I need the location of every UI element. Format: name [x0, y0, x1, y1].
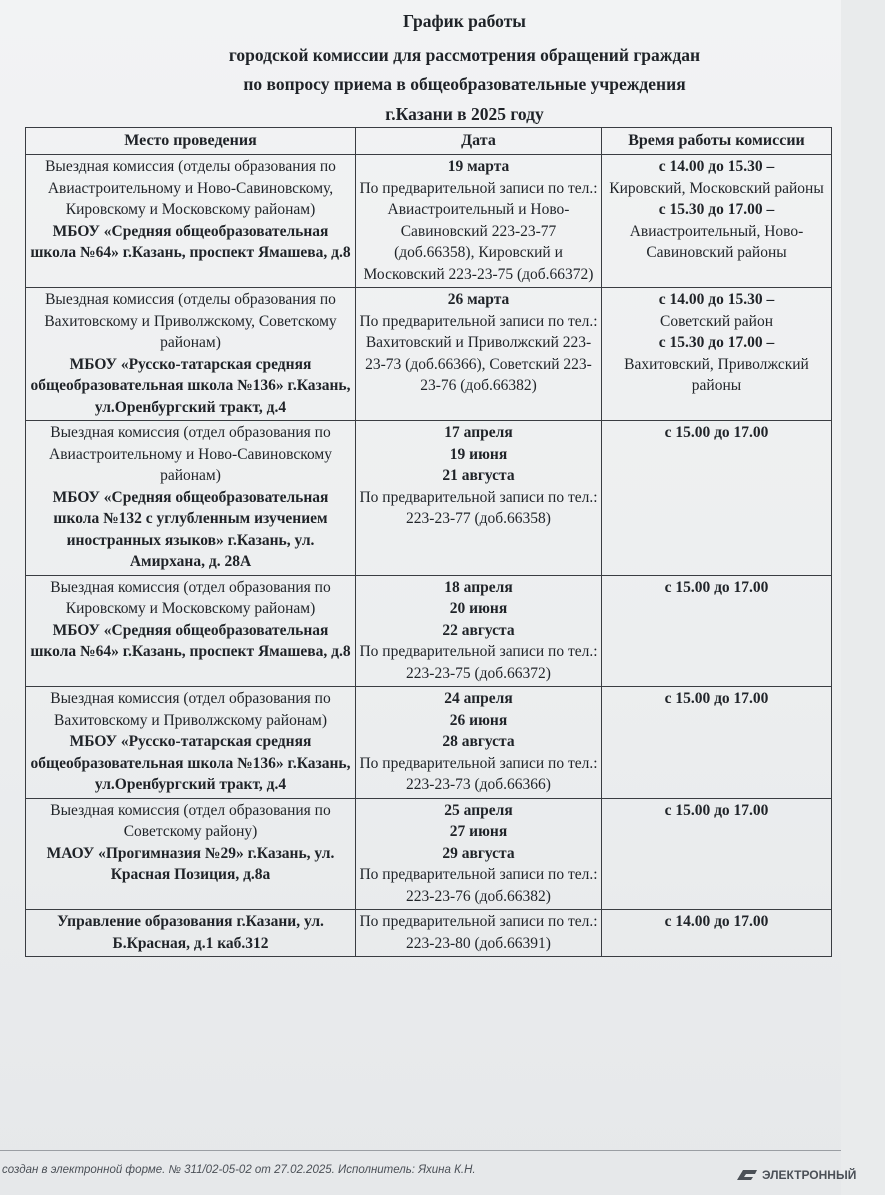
schedule-table — [25, 127, 832, 957]
place-cell — [26, 288, 356, 421]
session-date: 22 августа — [442, 621, 515, 639]
title-line-1: График работы — [403, 11, 526, 31]
date-cell — [356, 421, 602, 576]
registration-info: По предварительной записи по тел.: 223-23-76 (доб.66382) — [359, 866, 598, 905]
school-address: МАОУ «Прогимназия №29» г.Казань, ул. Красная Позиция, д.8а — [46, 844, 335, 883]
registration-info: По предварительной записи по тел.: 223-23-80 (доб.66391) — [359, 913, 598, 952]
time-cell — [602, 687, 832, 799]
time-range: с 14.00 до 15.30 – — [658, 158, 775, 175]
footer-divider — [0, 1150, 841, 1151]
time-cell — [602, 288, 832, 421]
registration-info: По предварительной записи по тел.: Вахитовский и Приволжский 223-23-73 (доб.66366), Советский 223-23-76 (доб.66382) — [359, 312, 598, 394]
place-cell — [26, 910, 356, 957]
footer-note: создан в электронной форме. № 311/02-05-02 от 27.02.2025. Исполнитель: Яхина К.Н. — [2, 1164, 476, 1176]
date-cell — [356, 687, 602, 799]
time-cell — [602, 910, 832, 957]
logo-text: ЭЛЕКТРОННЫЙ — [762, 1168, 857, 1182]
header-place: Место проведения — [26, 128, 356, 155]
header-time: Время работы комиссии — [602, 128, 832, 155]
registration-info: По предварительной записи по тел.: Авиастроительный и Ново-Савиновский 223-23-77 (доб.66358), Кировский и Московский 223-23-75 (доб.66372) — [359, 179, 598, 283]
registration-info: По предварительной записи по тел.: 223-23-73 (доб.66366) — [359, 754, 598, 793]
district-list: Авиастроительный, Ново-Савиновский районы — [629, 222, 804, 261]
table-row — [26, 687, 832, 799]
district-list: Кировский, Московский районы — [609, 179, 824, 197]
place-description: Выездная комиссия (отдел образования по Кировскому и Московскому районам) — [50, 578, 331, 617]
registration-info: По предварительной записи по тел.: 223-23-75 (доб.66372) — [359, 643, 598, 682]
place-description: Выездная комиссия (отделы образования по Авиастроительному и Ново-Савиновскому, Кировскому и Московскому районам) — [45, 158, 336, 218]
schedule-rows — [26, 155, 832, 957]
table-row — [26, 288, 832, 421]
place-description: Выездная комиссия (отдел образования по Советскому району) — [50, 801, 331, 840]
school-address: Управление образования г.Казани, ул. Б.Красная, д.1 каб.312 — [57, 913, 324, 952]
session-date: 19 марта — [447, 158, 510, 175]
title-line-4: г.Казани в 2025 году — [385, 104, 544, 124]
session-date: 19 июня — [449, 445, 508, 463]
time-cell — [602, 575, 832, 687]
session-date: 24 апреля — [444, 690, 513, 707]
place-description: Выездная комиссия (отдел образования по Вахитовскому и Приволжскому районам) — [50, 690, 331, 729]
place-cell — [26, 155, 356, 288]
place-description: Выездная комиссия (отдел образования по Авиастроительному и Ново-Савиновскому районам) — [49, 424, 332, 484]
table-row — [26, 910, 832, 957]
header-date: Дата — [356, 128, 602, 155]
place-description: Выездная комиссия (отделы образования по Вахитовскому и Приволжскому, Советскому районам) — [44, 291, 337, 351]
table-header-row — [26, 128, 832, 155]
session-date: 18 апреля — [444, 578, 513, 596]
time-range: с 14.00 до 15.30 – — [658, 291, 775, 308]
place-cell — [26, 798, 356, 910]
time-range: с 15.00 до 17.00 — [664, 801, 769, 819]
table-row — [26, 575, 832, 687]
school-address: МБОУ «Средняя общеобразовательная школа №64» г.Казань, проспект Ямашева, д.8 — [30, 621, 351, 660]
session-date: 28 августа — [442, 733, 515, 750]
table-row — [26, 155, 832, 288]
session-date: 25 апреля — [444, 801, 513, 819]
date-cell — [356, 288, 602, 421]
session-date: 17 апреля — [444, 424, 513, 441]
date-cell — [356, 798, 602, 910]
school-address: МБОУ «Средняя общеобразовательная школа №64» г.Казань, проспект Ямашева, д.8 — [30, 222, 351, 261]
table-row — [26, 798, 832, 910]
registration-info: По предварительной записи по тел.: 223-23-77 (доб.66358) — [359, 488, 598, 527]
time-range: с 15.00 до 17.00 — [664, 690, 769, 707]
session-date: 21 августа — [442, 467, 515, 484]
session-date: 29 августа — [442, 844, 515, 862]
title-line-3: по вопросу приема в общеобразовательные учреждения — [243, 74, 686, 94]
electronic-doc-logo — [735, 1166, 856, 1184]
time-cell — [602, 155, 832, 288]
place-cell — [26, 421, 356, 576]
time-cell — [602, 421, 832, 576]
date-cell — [356, 155, 602, 288]
place-cell — [26, 687, 356, 799]
time-range: с 15.30 до 17.00 – — [658, 334, 775, 351]
school-address: МБОУ «Русско-татарская средняя общеобразовательная школа №136» г.Казань, ул.Оренбургский тракт, д.4 — [30, 733, 351, 793]
time-range: с 15.00 до 17.00 — [664, 424, 769, 441]
time-range: с 15.00 до 17.00 — [664, 578, 769, 596]
district-list: Советский район — [659, 312, 773, 330]
time-range: с 15.30 до 17.00 – — [658, 201, 775, 218]
session-date: 26 июня — [449, 711, 508, 729]
session-date: 26 марта — [447, 291, 510, 308]
title-line-2: городской комиссии для рассмотрения обращений граждан — [228, 45, 701, 65]
time-range: с 14.00 до 17.00 — [664, 913, 769, 930]
school-address: МБОУ «Русско-татарская средняя общеобразовательная школа №136» г.Казань, ул.Оренбургский тракт, д.4 — [30, 355, 351, 416]
school-address: МБОУ «Средняя общеобразовательная школа №132 с углубленным изучением иностранных языков» г.Казань, ул. Амирхана, д. 28А — [52, 488, 329, 570]
logo-icon — [735, 1168, 759, 1182]
session-date: 20 июня — [449, 600, 508, 617]
date-cell — [356, 575, 602, 687]
date-cell — [356, 910, 602, 957]
place-cell — [26, 575, 356, 687]
time-cell — [602, 798, 832, 910]
session-date: 27 июня — [449, 823, 508, 840]
district-list: Вахитовский, Приволжский районы — [624, 355, 809, 394]
table-row — [26, 421, 832, 576]
